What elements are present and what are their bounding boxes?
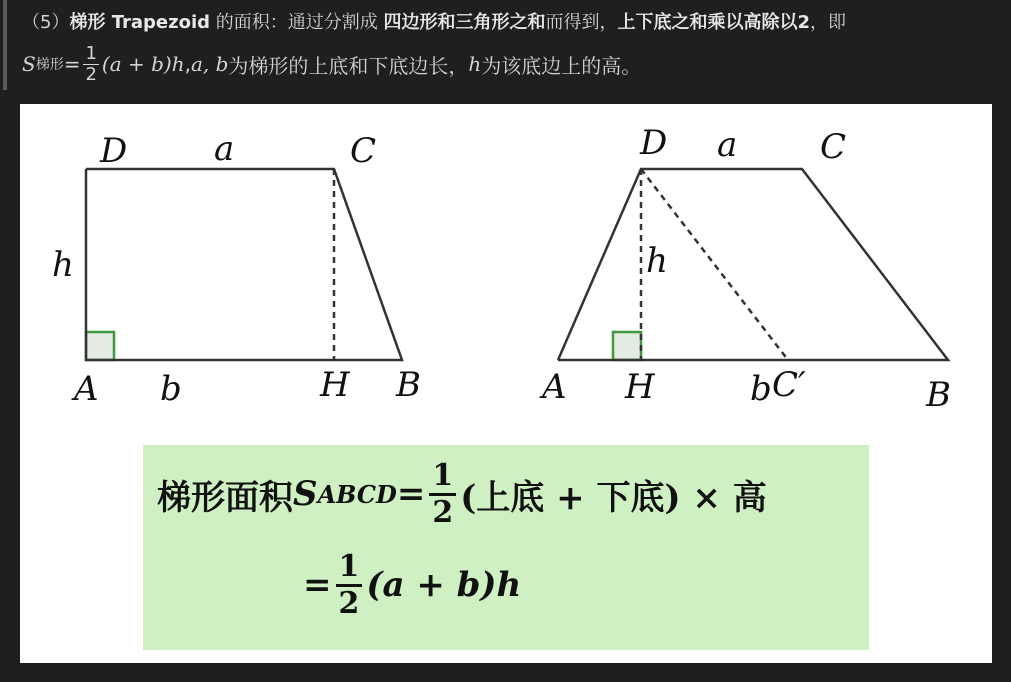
intro-line	[22, 10, 846, 36]
formula-row2-half	[336, 550, 363, 621]
formula-subscript: ABCD	[317, 479, 397, 509]
intro-text-2: 而得到，	[545, 12, 618, 33]
left-label-B: B	[396, 365, 421, 405]
trapezoid-term: 梯形 Trapezoid	[69, 12, 211, 33]
bold-method: 四边形和三角形之和	[383, 12, 546, 33]
left-right-angle-marker	[86, 332, 114, 360]
separator: ,	[184, 52, 191, 76]
bases-description: 为梯形的上底和下底边长，	[228, 53, 469, 78]
figure-panel	[20, 104, 992, 663]
bold-rule: 上下底之和乘以高除以2	[617, 12, 811, 33]
base-variables: a, b	[190, 52, 229, 76]
right-label-C: C	[820, 127, 847, 167]
formula-row2-expression: (a + b)h	[366, 565, 522, 605]
height-variable: h	[468, 52, 482, 76]
formula-line	[22, 38, 641, 90]
right-label-H: H	[625, 367, 655, 407]
right-label-b: b	[750, 369, 772, 409]
formula-equals: =	[396, 474, 426, 514]
fraction-denominator: 2	[85, 63, 97, 85]
right-right-angle-marker	[613, 332, 641, 360]
formula-half	[429, 459, 456, 530]
right-trapezoid	[539, 123, 951, 415]
formula-row2-denominator: 2	[338, 585, 360, 621]
left-label-A: A	[74, 369, 99, 409]
formula-expression: (a + b)h	[101, 52, 185, 76]
right-label-C-prime: C′	[772, 365, 806, 405]
area-formula-box	[143, 445, 869, 650]
left-label-b: b	[160, 369, 182, 409]
formula-row-1	[157, 455, 767, 533]
area-symbol: S	[22, 52, 36, 76]
formula-row2-numerator: 1	[336, 550, 363, 587]
formula-words: (上底 + 下底) × 高	[460, 477, 767, 518]
left-label-h: h	[52, 245, 74, 285]
item-number: （5）	[22, 12, 70, 33]
area-subscript: 梯形	[35, 57, 64, 73]
formula-row2-equals: =	[303, 565, 332, 605]
formula-denominator: 2	[432, 494, 454, 530]
right-label-B: B	[926, 375, 951, 415]
right-label-h: h	[646, 241, 668, 281]
formula-numerator: 1	[429, 459, 456, 496]
left-label-D: D	[100, 131, 128, 171]
intro-text-3: ，即	[810, 12, 847, 33]
half-fraction	[83, 44, 98, 85]
right-label-D: D	[640, 123, 668, 163]
blockquote-bar	[3, 0, 7, 90]
left-label-H: H	[320, 365, 350, 405]
area-label: 梯形面积	[157, 477, 293, 518]
height-description: 为该底边上的高。	[481, 53, 642, 78]
equals-sign: =	[63, 52, 81, 76]
right-label-a: a	[717, 125, 738, 165]
formula-S: S	[293, 474, 318, 514]
right-label-A: A	[542, 367, 567, 407]
left-label-C: C	[350, 131, 377, 171]
left-label-a: a	[214, 129, 235, 169]
left-trapezoid-outline	[86, 169, 402, 360]
formula-row-2	[303, 545, 521, 625]
fraction-numerator: 1	[85, 42, 97, 64]
left-trapezoid	[52, 129, 421, 409]
intro-text-1: 的面积：通过分割成	[210, 12, 384, 33]
